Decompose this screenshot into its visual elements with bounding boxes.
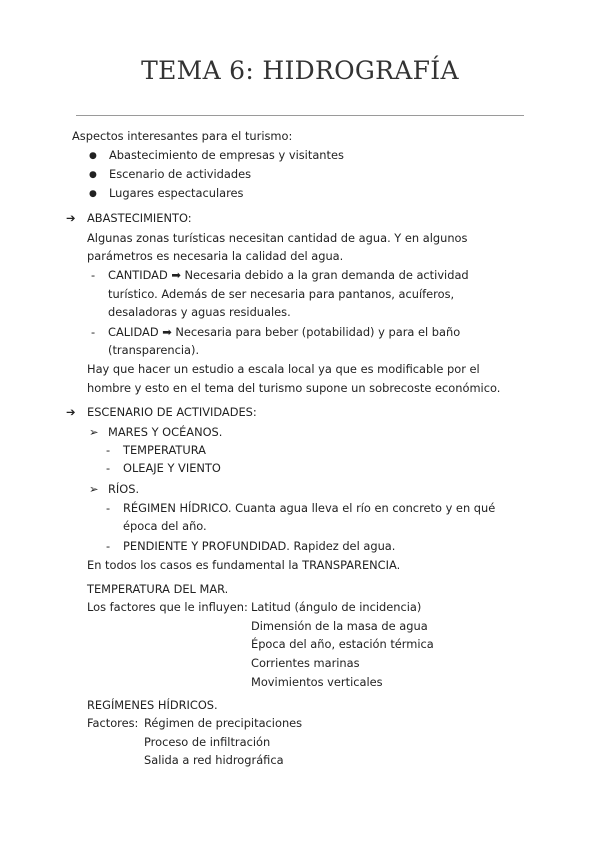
dash-icon: - — [91, 268, 96, 282]
arrow-icon: ➔ — [66, 211, 76, 225]
paragraph-line: Algunas zonas turísticas necesitan cantidad de agua. Y en algunos — [87, 231, 468, 245]
temperatura-factor: Época del año, estación térmica — [251, 637, 434, 651]
mares-item: OLEAJE Y VIENTO — [123, 461, 221, 475]
regimenes-factor: Proceso de infiltración — [144, 735, 271, 749]
temperatura-factor: Corrientes marinas — [251, 656, 360, 670]
calidad-line: CALIDAD ➡ Necesaria para beber (potabilidad) y para el baño — [108, 325, 461, 339]
bullet-icon: ● — [89, 151, 97, 161]
dash-icon: - — [106, 539, 111, 553]
temperatura-factor: Latitud (ángulo de incidencia) — [251, 600, 422, 614]
temperatura-factor: Movimientos verticales — [251, 675, 383, 689]
dash-icon: - — [106, 501, 111, 515]
arrow-icon: ➔ — [66, 405, 76, 419]
dash-icon: - — [91, 325, 96, 339]
triangle-bullet-icon: ➢ — [89, 425, 99, 439]
title-divider — [76, 115, 524, 116]
intro-heading: Aspectos interesantes para el turismo: — [72, 129, 293, 143]
temperatura-factor: Dimensión de la masa de agua — [251, 619, 428, 633]
dash-icon: - — [106, 443, 111, 457]
temperatura-lead: Los factores que le influyen: — [87, 600, 248, 614]
cantidad-line: CANTIDAD ➡ Necesaria debido a la gran demanda de actividad — [108, 268, 469, 282]
bullet-icon: ● — [89, 170, 97, 180]
pendiente-line: PENDIENTE Y PROFUNDIDAD. Rapidez del agua. — [123, 539, 396, 553]
regimenes-factor: Régimen de precipitaciones — [144, 716, 303, 730]
regimenes-factor: Salida a red hidrográfica — [144, 753, 284, 767]
temperatura-heading: TEMPERATURA DEL MAR. — [87, 582, 229, 596]
mares-label: MARES Y OCÉANOS. — [108, 425, 223, 439]
cantidad-line: desaladoras y aguas residuales. — [108, 305, 291, 319]
dash-icon: - — [106, 461, 111, 475]
regimenes-lead: Factores: — [87, 716, 139, 730]
triangle-bullet-icon: ➢ — [89, 482, 99, 496]
paragraph-line: hombre y esto en el tema del turismo supone un sobrecoste económico. — [87, 381, 501, 395]
cantidad-line: turístico. Además de ser necesaria para pantanos, acuíferos, — [108, 287, 455, 301]
section-heading-abastecimiento: ABASTECIMIENTO: — [87, 211, 192, 225]
bullet-icon: ● — [89, 189, 97, 199]
regimen-line: época del año. — [123, 519, 207, 533]
mares-item: TEMPERATURA — [123, 443, 206, 457]
intro-bullet: Escenario de actividades — [109, 167, 252, 181]
regimen-line: RÉGIMEN HÍDRICO. Cuanta agua lleva el río en concreto y en qué — [123, 501, 496, 515]
paragraph-line: Hay que hacer un estudio a escala local ya que es modificable por el — [87, 362, 480, 376]
intro-bullet: Lugares espectaculares — [109, 186, 244, 200]
page-title: TEMA 6: HIDROGRAFÍA — [141, 56, 459, 85]
intro-bullet: Abastecimiento de empresas y visitantes — [109, 148, 344, 162]
rios-label: RÍOS. — [108, 482, 140, 496]
regimenes-heading: REGÍMENES HÍDRICOS. — [87, 698, 218, 712]
paragraph-line: parámetros es necesaria la calidad del agua. — [87, 249, 344, 263]
calidad-line: (transparencia). — [108, 343, 200, 357]
transparencia-line: En todos los casos es fundamental la TRANSPARENCIA. — [87, 558, 401, 572]
section-heading-escenario: ESCENARIO DE ACTIVIDADES: — [87, 405, 257, 419]
